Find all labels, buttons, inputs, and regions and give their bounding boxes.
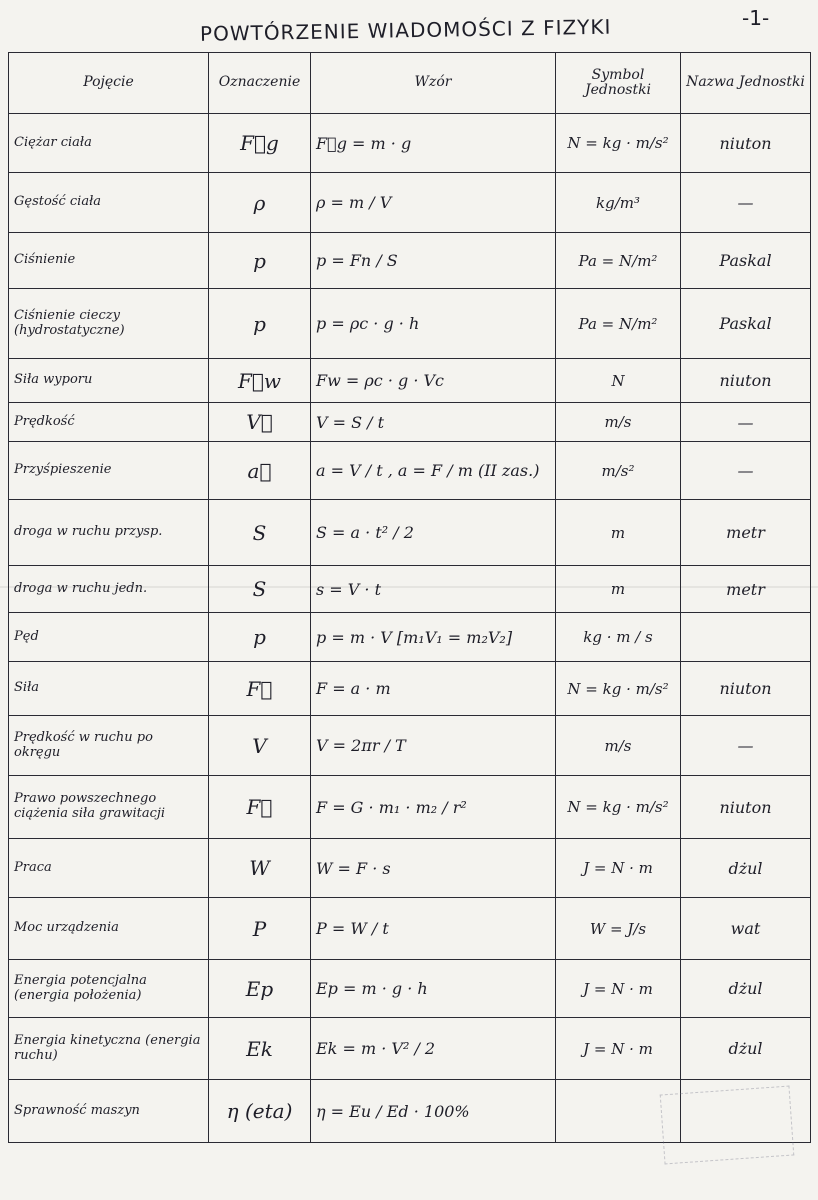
formula-cell: V = 2πr / T xyxy=(311,716,556,776)
concept-cell: Ciężar ciała xyxy=(9,114,209,173)
table-row xyxy=(9,613,811,662)
unit-name-cell: — xyxy=(681,716,811,776)
unit-name-cell: dżul xyxy=(681,1018,811,1080)
concept-cell: Ciśnienie xyxy=(9,233,209,289)
unit-name-cell: Paskal xyxy=(681,289,811,359)
symbol-cell: ρ xyxy=(209,173,311,233)
formula-cell: F = G · m₁ · m₂ / r² xyxy=(311,776,556,839)
unit-symbol-cell: N = kg · m/s² xyxy=(556,114,681,173)
concept-cell: Energia kinetyczna (energia ruchu) xyxy=(9,1018,209,1080)
unit-symbol-cell: m xyxy=(556,500,681,566)
unit-name-cell: dżul xyxy=(681,960,811,1018)
concept-cell: Moc urządzenia xyxy=(9,898,209,960)
table-row xyxy=(9,776,811,839)
formula-cell: p = ρc · g · h xyxy=(311,289,556,359)
table-row xyxy=(9,442,811,500)
symbol-cell: Ek xyxy=(209,1018,311,1080)
table-row xyxy=(9,1018,811,1080)
column-header-formula: Wzór xyxy=(311,53,556,114)
unit-symbol-cell: J = N · m xyxy=(556,960,681,1018)
unit-name-cell: dżul xyxy=(681,839,811,898)
concept-cell: Przyśpieszenie xyxy=(9,442,209,500)
concept-cell: Siła wyporu xyxy=(9,359,209,403)
symbol-cell: P xyxy=(209,898,311,960)
symbol-cell: p xyxy=(209,233,311,289)
symbol-cell: V⃗ xyxy=(209,403,311,442)
concept-cell: Prędkość w ruchu po okręgu xyxy=(9,716,209,776)
table-row xyxy=(9,500,811,566)
formula-cell: V = S / t xyxy=(311,403,556,442)
unit-name-cell: — xyxy=(681,173,811,233)
symbol-cell: W xyxy=(209,839,311,898)
symbol-cell: F⃗w xyxy=(209,359,311,403)
unit-name-cell xyxy=(681,613,811,662)
symbol-cell: Ep xyxy=(209,960,311,1018)
formula-cell: Ep = m · g · h xyxy=(311,960,556,1018)
formula-cell: p = m · V [m₁V₁ = m₂V₂] xyxy=(311,613,556,662)
faded-stamp xyxy=(660,1086,795,1165)
formula-cell: W = F · s xyxy=(311,839,556,898)
formula-cell: a = V / t , a = F / m (II zas.) xyxy=(311,442,556,500)
unit-name-cell: niuton xyxy=(681,662,811,716)
table-row xyxy=(9,289,811,359)
unit-symbol-cell: Pa = N/m² xyxy=(556,233,681,289)
concept-cell: Gęstość ciała xyxy=(9,173,209,233)
formula-cell: F = a · m xyxy=(311,662,556,716)
symbol-cell: V xyxy=(209,716,311,776)
unit-symbol-cell: J = N · m xyxy=(556,839,681,898)
symbol-cell: p xyxy=(209,289,311,359)
unit-symbol-cell: N = kg · m/s² xyxy=(556,776,681,839)
table-header-row xyxy=(9,53,811,114)
table-row xyxy=(9,716,811,776)
unit-name-cell: niuton xyxy=(681,359,811,403)
concept-cell: droga w ruchu przysp. xyxy=(9,500,209,566)
physics-table xyxy=(8,52,811,1143)
symbol-cell: S xyxy=(209,566,311,613)
formula-cell: η = Eu / Ed · 100% xyxy=(311,1080,556,1143)
unit-name-cell: metr xyxy=(681,566,811,613)
concept-cell: Ciśnienie cieczy (hydrostatyczne) xyxy=(9,289,209,359)
formula-cell: p = Fn / S xyxy=(311,233,556,289)
unit-name-cell: niuton xyxy=(681,776,811,839)
column-header-unit-name: Nazwa Jednostki xyxy=(681,53,811,114)
table-row xyxy=(9,839,811,898)
formula-cell: F⃗g = m · g xyxy=(311,114,556,173)
unit-symbol-cell: W = J/s xyxy=(556,898,681,960)
unit-symbol-cell: m/s xyxy=(556,716,681,776)
unit-symbol-cell: m/s² xyxy=(556,442,681,500)
unit-symbol-cell: N = kg · m/s² xyxy=(556,662,681,716)
column-header-unit-symbol: Symbol Jednostki xyxy=(556,53,681,114)
unit-name-cell: wat xyxy=(681,898,811,960)
formula-cell: Fw = ρc · g · Vc xyxy=(311,359,556,403)
concept-cell: Energia potencjalna (energia położenia) xyxy=(9,960,209,1018)
page-title: POWTÓRZENIE WIADOMOŚCI Z FIZYKI xyxy=(199,14,612,46)
unit-symbol-cell: Pa = N/m² xyxy=(556,289,681,359)
table-row xyxy=(9,359,811,403)
unit-symbol-cell: m/s xyxy=(556,403,681,442)
symbol-cell: η (eta) xyxy=(209,1080,311,1143)
unit-symbol-cell: N xyxy=(556,359,681,403)
table-row xyxy=(9,114,811,173)
unit-name-cell: — xyxy=(681,403,811,442)
unit-name-cell: Paskal xyxy=(681,233,811,289)
concept-cell: Siła xyxy=(9,662,209,716)
concept-cell: Pęd xyxy=(9,613,209,662)
unit-symbol-cell: m xyxy=(556,566,681,613)
unit-symbol-cell: kg/m³ xyxy=(556,173,681,233)
symbol-cell: F⃗ xyxy=(209,776,311,839)
table-row xyxy=(9,566,811,613)
formula-cell: ρ = m / V xyxy=(311,173,556,233)
concept-cell: Sprawność maszyn xyxy=(9,1080,209,1143)
concept-cell: Praca xyxy=(9,839,209,898)
table-row xyxy=(9,233,811,289)
symbol-cell: F⃗g xyxy=(209,114,311,173)
unit-name-cell: metr xyxy=(681,500,811,566)
table-row xyxy=(9,173,811,233)
page-number: -1- xyxy=(742,6,770,30)
symbol-cell: p xyxy=(209,613,311,662)
table-row xyxy=(9,403,811,442)
concept-cell: Prawo powszechnego ciążenia siła grawitacji xyxy=(9,776,209,839)
column-header-concept: Pojęcie xyxy=(9,53,209,114)
formula-cell: s = V · t xyxy=(311,566,556,613)
formula-cell: P = W / t xyxy=(311,898,556,960)
formula-cell: S = a · t² / 2 xyxy=(311,500,556,566)
table-row xyxy=(9,960,811,1018)
column-header-symbol: Oznaczenie xyxy=(209,53,311,114)
concept-cell: Prędkość xyxy=(9,403,209,442)
symbol-cell: F⃗ xyxy=(209,662,311,716)
unit-symbol-cell: J = N · m xyxy=(556,1018,681,1080)
unit-name-cell: niuton xyxy=(681,114,811,173)
table-row xyxy=(9,662,811,716)
symbol-cell: a⃗ xyxy=(209,442,311,500)
concept-cell: droga w ruchu jedn. xyxy=(9,566,209,613)
table-row xyxy=(9,898,811,960)
unit-symbol-cell: kg · m / s xyxy=(556,613,681,662)
unit-name-cell: — xyxy=(681,442,811,500)
symbol-cell: S xyxy=(209,500,311,566)
formula-cell: Ek = m · V² / 2 xyxy=(311,1018,556,1080)
